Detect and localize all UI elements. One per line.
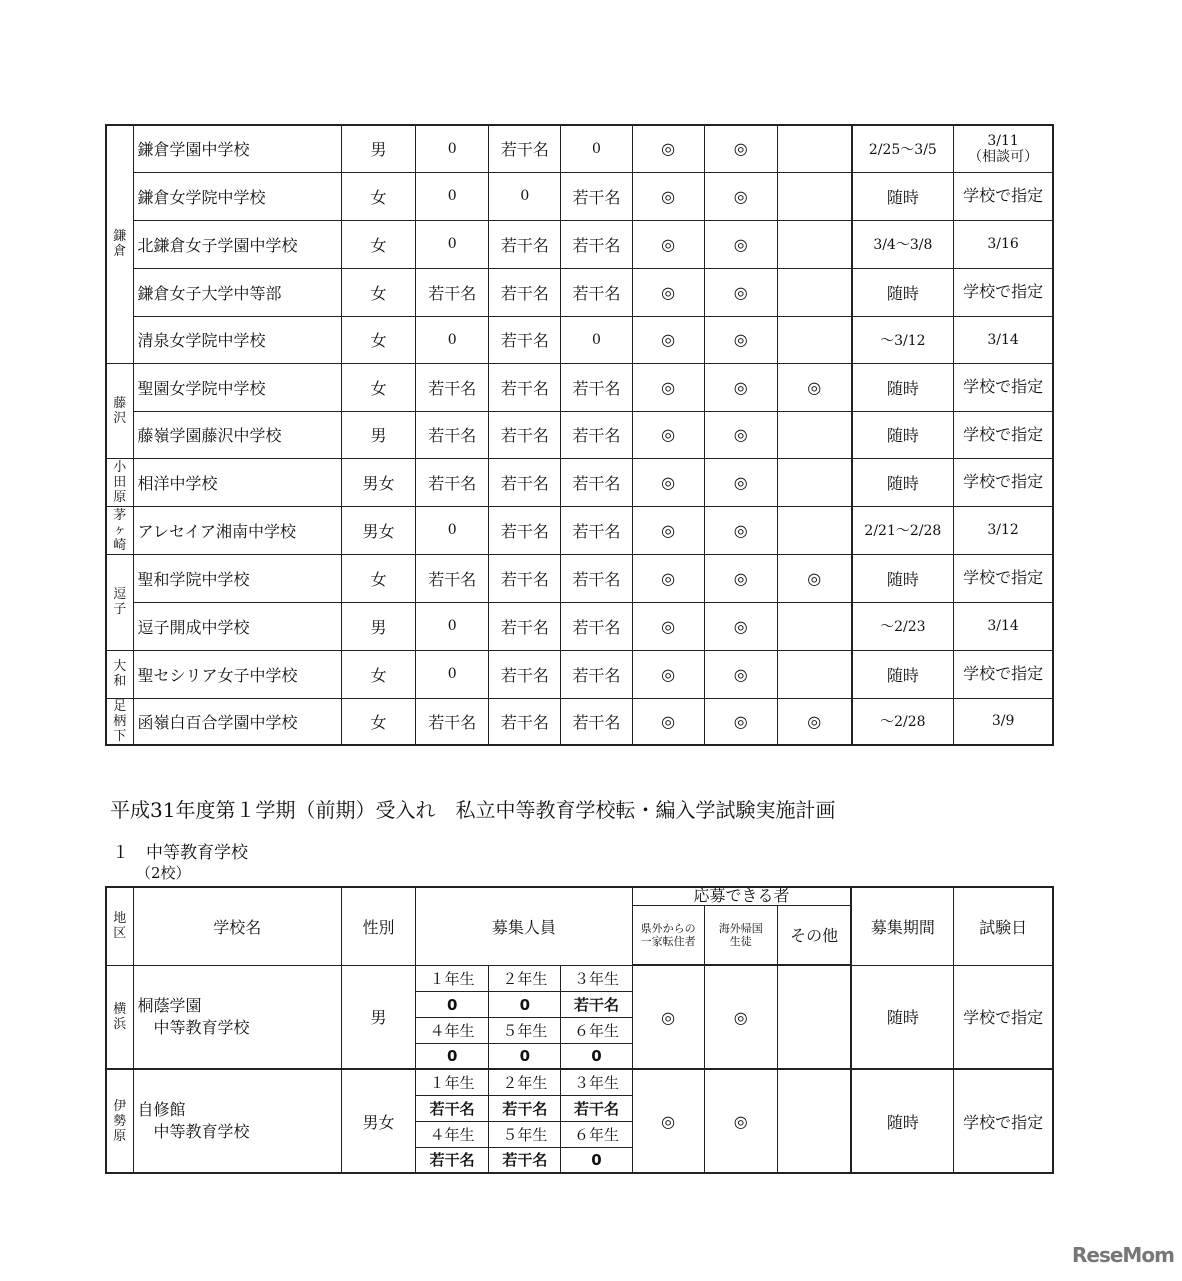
recruit-count: 0 [489,172,561,220]
applicant-mark [777,220,851,268]
exam-date: 3/12 [954,506,1053,554]
exam-date: 学校で指定 [954,554,1053,602]
exam-date: 3/11 （相談可） [954,125,1053,172]
recruit-count: 若干名 [561,411,632,458]
grade-label: ２年生 [489,1069,561,1095]
table-row [106,125,1053,172]
header-applicant-returnee: 海外帰国生徒 [704,905,777,965]
exam-date: 3/9 [954,698,1053,745]
exam-date: 学校で指定 [954,363,1053,411]
recruit-count: 若干名 [489,316,561,363]
recruit-count: 若干名 [489,1147,561,1173]
grade-label: ４年生 [416,1017,489,1043]
table-row [106,1069,1053,1095]
gender-cell: 女 [341,172,415,220]
exam-date: 学校で指定 [954,411,1053,458]
applicant-mark [777,1069,851,1173]
recruit-count: 若干名 [416,698,489,745]
recruit-count: 若干名 [489,506,561,554]
recruit-count: 0 [561,316,632,363]
recruit-period: 3/4～3/8 [852,220,954,268]
exam-date: 学校で指定 [954,172,1053,220]
recruit-count: 若干名 [489,1095,561,1121]
table-row [106,506,1053,554]
table-row [106,316,1053,363]
recruit-count: 若干名 [561,458,632,506]
recruit-period: 随時 [851,965,953,1069]
recruit-count: 若干名 [416,268,489,316]
applicant-mark: ◎ [632,602,704,650]
gender-cell: 男 [341,965,415,1069]
applicant-mark: ◎ [777,698,851,745]
applicant-mark: ◎ [632,650,704,698]
header-region: 地区 [106,887,133,965]
applicant-mark [777,172,851,220]
region-cell: 鎌倉 [106,125,133,363]
region-cell: 小田原 [106,458,133,506]
table-row [106,554,1053,602]
grade-label: ３年生 [561,1069,632,1095]
recruit-count: 若干名 [561,506,632,554]
recruit-count: 0 [416,125,489,172]
recruit-count: 若干名 [561,172,632,220]
recruit-count: 若干名 [416,1095,489,1121]
school-name: 藤嶺学園藤沢中学校 [133,411,341,458]
grade-label: ２年生 [489,965,561,991]
exam-date: 学校で指定 [954,650,1053,698]
recruit-count: 若干名 [489,554,561,602]
exam-date: 3/14 [954,602,1053,650]
table-row [106,650,1053,698]
school-name: 鎌倉女子大学中等部 [133,268,341,316]
school-name: 聖和学院中学校 [133,554,341,602]
region-cell: 横浜 [106,965,133,1069]
applicant-mark [777,650,851,698]
recruit-count: 0 [416,220,489,268]
applicant-mark: ◎ [632,1069,704,1173]
gender-cell: 男 [341,411,415,458]
recruit-count: 若干名 [561,698,632,745]
recruit-count: 0 [489,1043,561,1069]
applicant-mark: ◎ [777,554,851,602]
school-name: 相洋中学校 [133,458,341,506]
recruit-count: 0 [416,316,489,363]
applicant-mark: ◎ [704,458,777,506]
recruit-count: 若干名 [489,650,561,698]
table-row [106,268,1053,316]
exam-date: 3/16 [954,220,1053,268]
recruit-count: 若干名 [561,268,632,316]
gender-cell: 女 [341,363,415,411]
grade-label: ６年生 [561,1017,632,1043]
applicant-mark: ◎ [704,220,777,268]
region-cell: 逗子 [106,554,133,650]
recruit-period: 随時 [852,172,954,220]
recruit-count: 0 [561,125,632,172]
table-row [106,698,1053,745]
region-cell: 足柄下 [106,698,133,745]
header-period: 募集期間 [851,887,953,965]
table-row [106,602,1053,650]
applicant-mark: ◎ [704,363,777,411]
applicant-mark: ◎ [632,506,704,554]
school-name: 逗子開成中学校 [133,602,341,650]
recruit-count: 若干名 [561,554,632,602]
recruit-count: 若干名 [416,554,489,602]
junior-high-transfer-table [105,124,1054,746]
recruit-count: 若干名 [416,411,489,458]
grade-label: ３年生 [561,965,632,991]
grade-label: ４年生 [416,1121,489,1147]
applicant-mark: ◎ [704,698,777,745]
recruit-count: 若干名 [489,411,561,458]
recruit-count: 若干名 [561,363,632,411]
header-applicant-other: その他 [777,905,851,965]
recruit-count: 若干名 [561,220,632,268]
recruit-count: 若干名 [561,991,632,1017]
table-row [106,220,1053,268]
gender-cell: 男 [341,602,415,650]
resemom-logo: ReseMom [1072,1243,1174,1267]
region-cell: 藤沢 [106,363,133,458]
recruit-count: 若干名 [561,1095,632,1121]
recruit-count: 0 [416,172,489,220]
header-applicant-relocated: 県外からの一家転住者 [632,905,704,965]
applicant-mark [777,965,851,1069]
table-row [106,411,1053,458]
applicant-mark [777,602,851,650]
recruit-count: 0 [561,1147,632,1173]
applicant-mark: ◎ [632,125,704,172]
header-recruit: 募集人員 [416,887,632,965]
table-row [106,458,1053,506]
gender-cell: 女 [341,698,415,745]
gender-cell: 男女 [341,506,415,554]
region-cell: 伊勢原 [106,1069,133,1173]
header-exam: 試験日 [954,887,1053,965]
applicant-mark: ◎ [704,316,777,363]
school-name: 聖園女学院中学校 [133,363,341,411]
header-gender: 性別 [341,887,415,965]
applicant-mark: ◎ [632,458,704,506]
recruit-count: 0 [416,991,489,1017]
applicant-mark [777,411,851,458]
recruit-count: 0 [416,1043,489,1069]
applicant-mark: ◎ [704,554,777,602]
gender-cell: 男女 [341,1069,415,1173]
recruit-count: 若干名 [489,363,561,411]
grade-label: ５年生 [489,1017,561,1043]
gender-cell: 女 [341,316,415,363]
school-count: （2校） [136,864,191,882]
table-row [106,965,1053,991]
grade-label: １年生 [416,1069,489,1095]
applicant-mark: ◎ [632,316,704,363]
region-cell: 茅ヶ崎 [106,506,133,554]
recruit-period: ～2/28 [852,698,954,745]
recruit-period: 随時 [852,363,954,411]
school-name: 自修館 中等教育学校 [133,1069,341,1173]
recruit-period: ～3/12 [852,316,954,363]
header-applicants: 応募できる者 [632,887,851,905]
applicant-mark: ◎ [632,411,704,458]
applicant-mark [777,268,851,316]
applicant-mark: ◎ [704,506,777,554]
grade-label: ５年生 [489,1121,561,1147]
recruit-count: 若干名 [489,268,561,316]
school-name: 聖セシリア女子中学校 [133,650,341,698]
secondary-school-transfer-table [105,886,1054,1174]
recruit-count: 若干名 [561,602,632,650]
exam-date: 3/14 [954,316,1053,363]
applicant-mark [777,506,851,554]
recruit-count: 若干名 [489,698,561,745]
recruit-count: 0 [561,1043,632,1069]
school-name: 函嶺白百合学園中学校 [133,698,341,745]
recruit-period: 2/25～3/5 [852,125,954,172]
gender-cell: 男 [341,125,415,172]
exam-date: 学校で指定 [954,965,1053,1069]
school-name: 鎌倉女学院中学校 [133,172,341,220]
applicant-mark [777,125,851,172]
table-row [106,363,1053,411]
region-cell: 大和 [106,650,133,698]
applicant-mark: ◎ [704,1069,777,1173]
applicant-mark: ◎ [632,965,704,1069]
recruit-count: 0 [416,650,489,698]
school-name: 鎌倉学園中学校 [133,125,341,172]
applicant-mark: ◎ [704,411,777,458]
applicant-mark: ◎ [704,602,777,650]
recruit-period: 随時 [852,458,954,506]
recruit-period: 随時 [852,650,954,698]
gender-cell: 男女 [341,458,415,506]
recruit-count: 若干名 [489,602,561,650]
recruit-period: 随時 [852,268,954,316]
recruit-period: 随時 [852,411,954,458]
gender-cell: 女 [341,650,415,698]
page-title: 平成31年度第１学期（前期）受入れ 私立中等教育学校転・編入学試験実施計画 [110,798,836,822]
recruit-period: 随時 [851,1069,953,1173]
applicant-mark: ◎ [632,363,704,411]
applicant-mark: ◎ [704,268,777,316]
applicant-mark: ◎ [704,965,777,1069]
header-school: 学校名 [133,887,341,965]
gender-cell: 女 [341,268,415,316]
recruit-count: 0 [416,602,489,650]
gender-cell: 女 [341,220,415,268]
applicant-mark: ◎ [632,220,704,268]
exam-date: 学校で指定 [954,458,1053,506]
applicant-mark: ◎ [632,554,704,602]
applicant-mark: ◎ [704,650,777,698]
recruit-count: 若干名 [489,458,561,506]
grade-label: １年生 [416,965,489,991]
applicant-mark: ◎ [632,698,704,745]
school-name: 北鎌倉女子学園中学校 [133,220,341,268]
recruit-period: ～2/23 [852,602,954,650]
applicant-mark: ◎ [704,125,777,172]
section-heading: １ 中等教育学校 [112,843,248,863]
applicant-mark: ◎ [632,268,704,316]
school-name: 桐蔭学園 中等教育学校 [133,965,341,1069]
recruit-count: 若干名 [489,220,561,268]
recruit-period: 随時 [852,554,954,602]
applicant-mark [777,316,851,363]
recruit-period: 2/21～2/28 [852,506,954,554]
school-name: 清泉女学院中学校 [133,316,341,363]
recruit-count: 若干名 [561,650,632,698]
recruit-count: 0 [416,506,489,554]
recruit-count: 若干名 [416,1147,489,1173]
recruit-count: 0 [489,991,561,1017]
exam-date: 学校で指定 [954,268,1053,316]
exam-date: 学校で指定 [954,1069,1053,1173]
gender-cell: 女 [341,554,415,602]
applicant-mark: ◎ [777,363,851,411]
recruit-count: 若干名 [489,125,561,172]
recruit-count: 若干名 [416,363,489,411]
applicant-mark: ◎ [632,172,704,220]
table-row [106,172,1053,220]
grade-label: ６年生 [561,1121,632,1147]
applicant-mark: ◎ [704,172,777,220]
recruit-count: 若干名 [416,458,489,506]
school-name: アレセイア湘南中学校 [133,506,341,554]
applicant-mark [777,458,851,506]
